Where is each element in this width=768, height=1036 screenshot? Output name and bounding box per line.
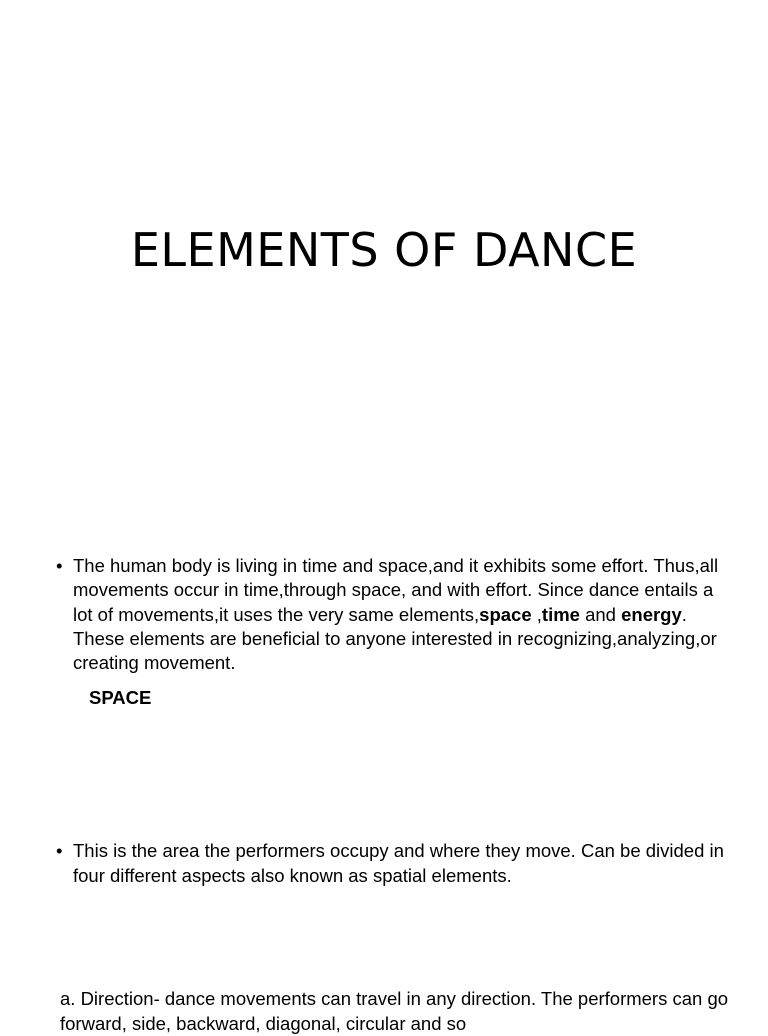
bullet-paragraph-intro xyxy=(56,554,733,675)
bullet-paragraph-space xyxy=(56,839,733,888)
intro-text-end: . These elements are beneficial to anyone interested in recognizing,analyzing,or creating movement. xyxy=(73,603,717,674)
bullet-icon: • xyxy=(56,555,63,576)
keyword-time: time xyxy=(541,603,580,625)
intro-sep-2: and xyxy=(579,603,622,625)
slide-title: ELEMENTS OF DANCE xyxy=(130,223,638,277)
space-description: This is the area the performers occupy and where they move. Can be divided in four different aspects also known as spatial elements. xyxy=(73,840,724,886)
intro-sep-1: , xyxy=(531,603,542,625)
keyword-energy: energy xyxy=(621,603,682,625)
section-heading-space: SPACE xyxy=(89,687,152,708)
intro-text-start: The human body is living in time and space,and it exhibits some effort. Thus,all movements occur in time,through space, and with effort. Since dance entails a lot of movements,it uses the very same elements, xyxy=(73,555,719,625)
bullet-icon: • xyxy=(56,840,63,862)
direction-paragraph: a. Direction- dance movements can travel in any direction. The performers can go forward, side, backward, diagonal, circular and so xyxy=(60,988,729,1034)
keyword-space: space xyxy=(479,603,532,625)
